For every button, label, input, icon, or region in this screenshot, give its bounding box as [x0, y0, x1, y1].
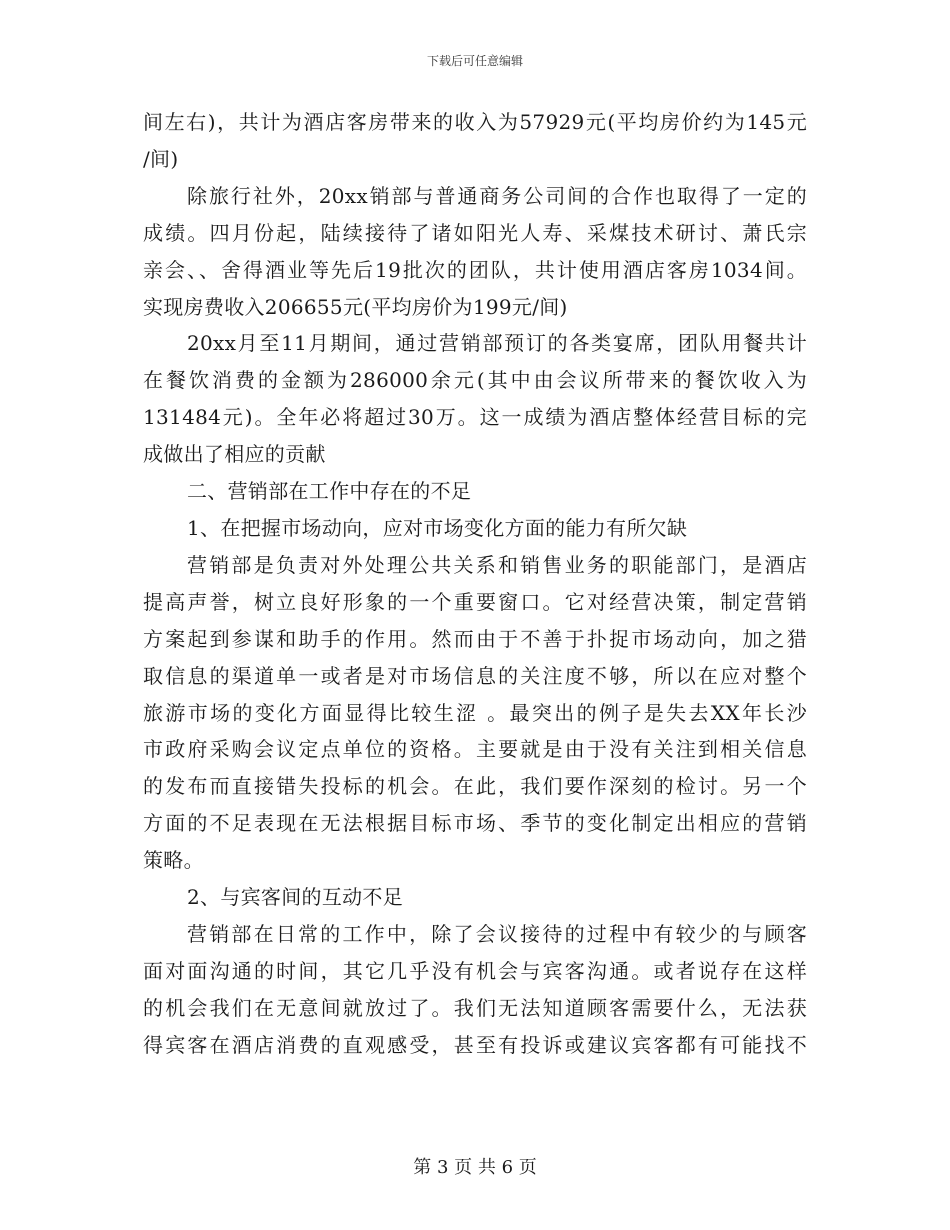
- text-line: 得宾客在酒店消费的直观感受，甚至有投诉或建议宾客都有可能找不: [143, 1032, 807, 1057]
- page-header-note: 下载后可任意编辑: [426, 54, 523, 68]
- document-body: [143, 104, 807, 1064]
- text-line: 实现房费收入206655元(平均房价为199元/间): [143, 294, 568, 319]
- text-line: 市政府采购会议定点单位的资格。主要就是由于没有关注到相关信息: [143, 737, 807, 762]
- text-line: 除旅行社外，20xx销部与普通商务公司间的合作也取得了一定的: [187, 183, 807, 208]
- subsection-heading: 1、在把握市场动向，应对市场变化方面的能力有所欠缺: [187, 515, 688, 540]
- text-line: 成绩。四月份起，陆续接待了诸如阳光人寿、采煤技术研讨、萧氏宗: [143, 220, 807, 245]
- text-line: 的发布而直接错失投标的机会。在此，我们要作深刻的检讨。另一个: [143, 774, 807, 799]
- text-line: 策略。: [143, 848, 204, 873]
- text-line: 方案起到参谋和助手的作用。然而由于不善于扑捉市场动向，加之猎: [143, 626, 807, 651]
- text-line: 的机会我们在无意间就放过了。我们无法知道顾客需要什么，无法获: [143, 995, 807, 1020]
- text-line: 旅游市场的变化方面显得比较生涩 。最突出的例子是失去XX年长沙: [143, 700, 807, 725]
- text-line: 在餐饮消费的金额为286000余元(其中由会议所带来的餐饮收入为: [143, 368, 807, 393]
- text-line: 亲会、、舍得酒业等先后19批次的团队，共计使用酒店客房1034间。: [143, 257, 807, 282]
- text-line: 方面的不足表现在无法根据目标市场、季节的变化制定出相应的营销: [143, 811, 807, 836]
- text-line: 131484元)。全年必将超过30万。这一成绩为酒店整体经营目标的完: [143, 405, 807, 430]
- text-line: 取信息的渠道单一或者是对市场信息的关注度不够，所以在应对整个: [143, 663, 807, 688]
- text-line: 提高声誉，树立良好形象的一个重要窗口。它对经营决策，制定营销: [143, 589, 807, 614]
- text-line: 成做出了相应的贡献: [143, 442, 326, 467]
- text-line: 营销部在日常的工作中，除了会议接待的过程中有较少的与顾客: [187, 921, 807, 946]
- text-line: 20xx月至11月期间，通过营销部预订的各类宴席，团队用餐共计: [187, 331, 807, 356]
- subsection-heading: 2、与宾客间的互动不足: [187, 885, 404, 910]
- text-line: 面对面沟通的时间，其它几乎没有机会与宾客沟通。或者说存在这样: [143, 958, 807, 983]
- section-heading: 二、营销部在工作中存在的不足: [187, 479, 472, 504]
- page-number: 第 3 页 共 6 页: [413, 1157, 537, 1178]
- text-line: 营销部是负责对外处理公共关系和销售业务的职能部门，是酒店: [187, 552, 807, 577]
- text-line: 间左右)，共计为酒店客房带来的收入为57929元(平均房价约为145元: [143, 110, 807, 134]
- text-line: /间): [143, 146, 179, 171]
